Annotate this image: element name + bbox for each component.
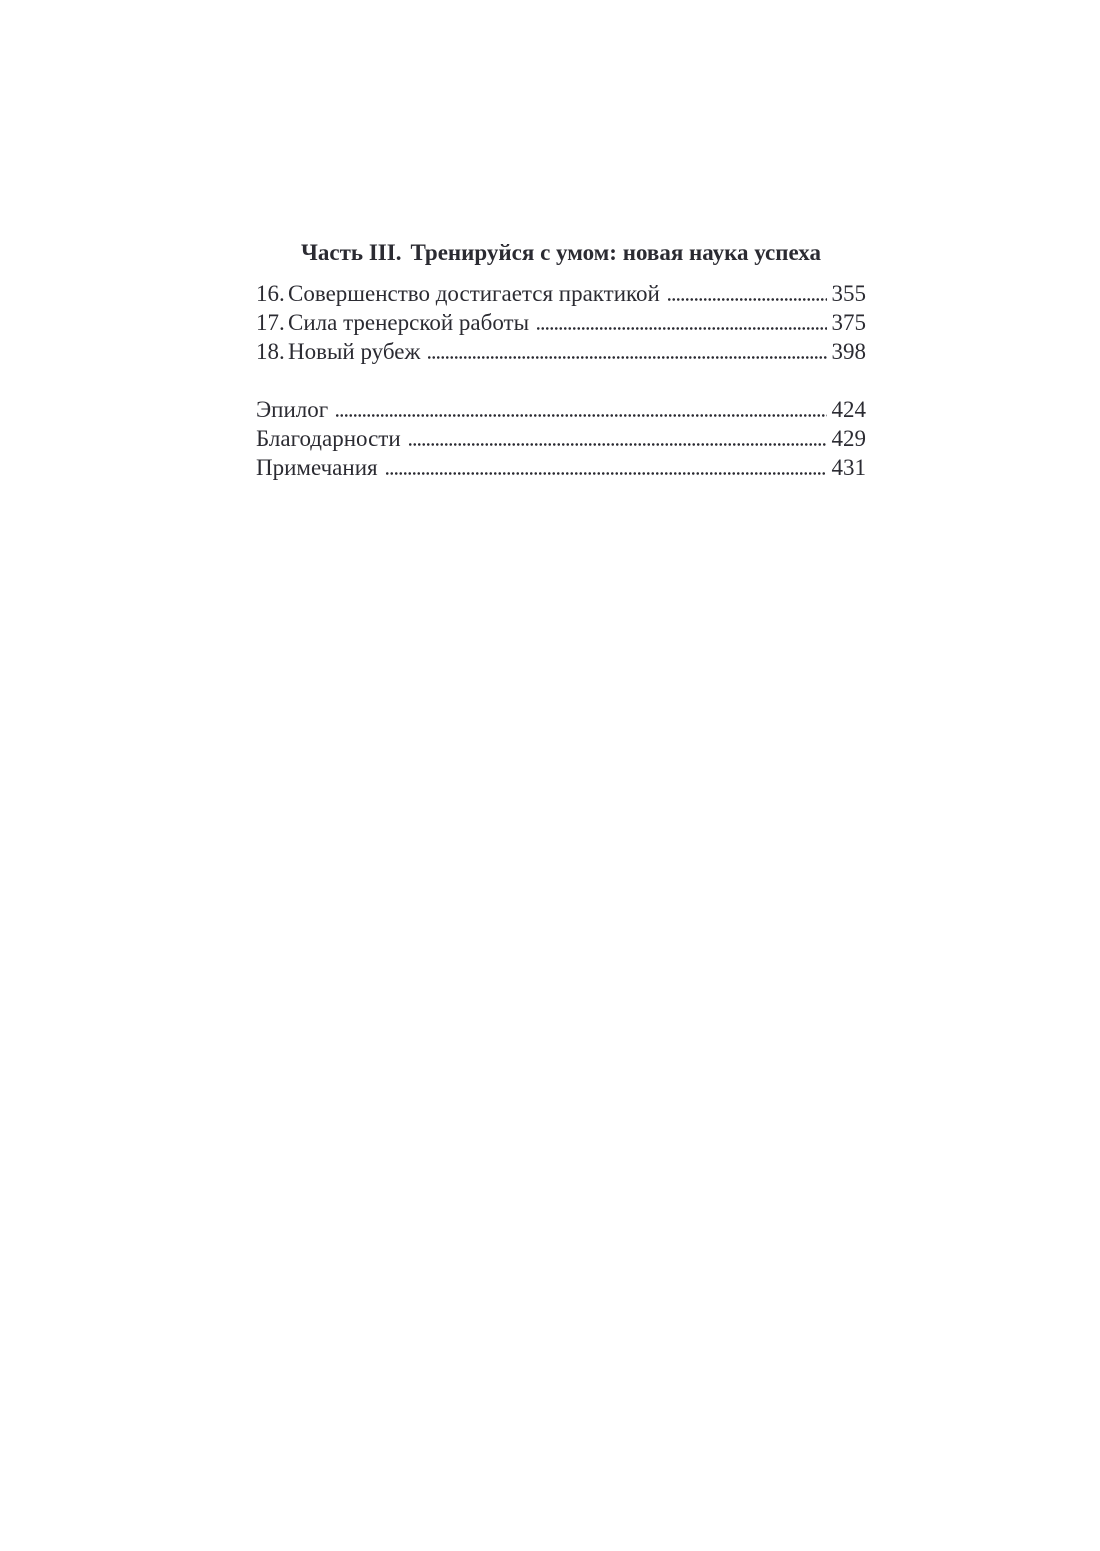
dot-leader — [408, 443, 827, 446]
chapter-number: 18. — [256, 339, 285, 364]
dot-leader — [427, 356, 826, 359]
dot-leader — [536, 327, 826, 330]
toc-entry — [256, 395, 866, 424]
chapter-title: Совершенство достигается практикой — [288, 281, 660, 306]
part-heading-label: Часть III. — [301, 240, 402, 265]
page-number: 431 — [831, 455, 866, 480]
toc-entry — [256, 453, 866, 482]
page-number: 424 — [831, 397, 866, 422]
part-heading-title: Тренируйся с умом: новая наука успеха — [410, 240, 821, 265]
dot-leader — [667, 298, 827, 301]
back-matter-title: Благодарности — [256, 426, 401, 451]
toc-entry — [256, 308, 866, 337]
table-of-contents — [256, 238, 866, 482]
back-matter-list — [256, 395, 866, 482]
part-heading — [256, 238, 866, 267]
page-number: 375 — [831, 310, 866, 335]
toc-entry — [256, 279, 866, 308]
page-number: 355 — [831, 281, 866, 306]
toc-entry — [256, 424, 866, 453]
dot-leader — [335, 414, 826, 417]
chapter-title: Новый рубеж — [288, 339, 421, 364]
chapter-list — [256, 279, 866, 366]
chapter-number: 17. — [256, 310, 285, 335]
back-matter-title: Эпилог — [256, 397, 329, 422]
page-number: 398 — [831, 339, 866, 364]
chapter-number: 16. — [256, 281, 285, 306]
toc-entry — [256, 337, 866, 366]
dot-leader — [385, 472, 827, 475]
chapter-title: Сила тренерской работы — [288, 310, 530, 335]
back-matter-title: Примечания — [256, 455, 378, 480]
page-number: 429 — [831, 426, 866, 451]
